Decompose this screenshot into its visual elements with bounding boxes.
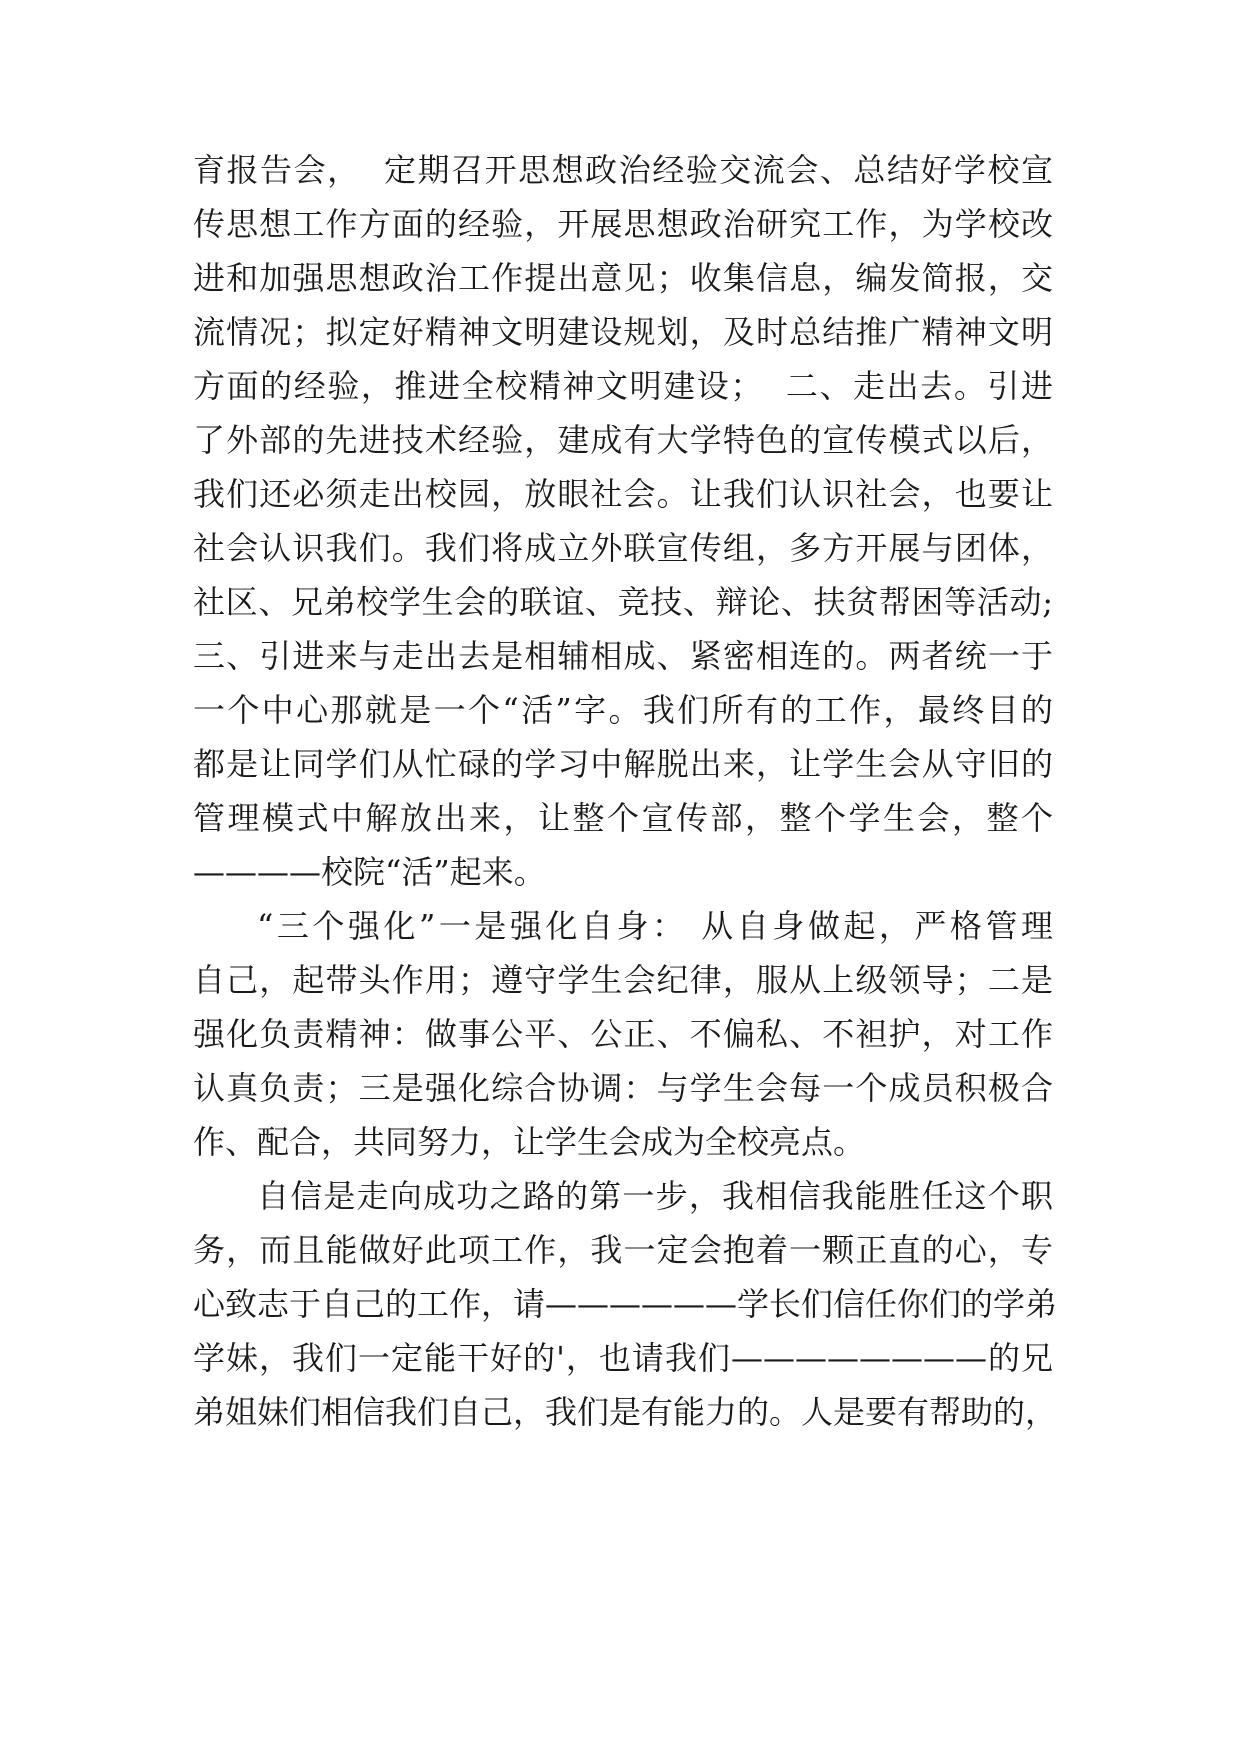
text-line: 弟姐妹们相信我们自己，我们是有能力的。人是要有帮助的，	[193, 1393, 1058, 1431]
text-line: 学妹，我们一定能干好的'，也请我们————————的兄	[193, 1339, 1053, 1377]
text-line: 务，而且能做好此项工作，我一定会抱着一颗正直的心，专	[193, 1231, 1053, 1269]
paragraph-first-line: 自信是走向成功之路的第一步，我相信我能胜任这个职	[257, 1177, 1053, 1215]
paragraph-first-line: “三个强化”一是强化自身： 从自身做起，严格管理	[257, 907, 1053, 945]
text-line: 传思想工作方面的经验，开展思想政治研究工作，为学校改	[193, 205, 1053, 243]
text-line: 作、配合，共同努力，让学生会成为全校亮点。	[193, 1123, 866, 1161]
text-line: 都是让同学们从忙碌的学习中解脱出来，让学生会从守旧的	[193, 745, 1053, 783]
text-line: ————校院“活”起来。	[193, 853, 546, 891]
text-line: 社区、兄弟校学生会的联谊、竞技、辩论、扶贫帮困等活动;	[193, 583, 1053, 621]
text-line: 育报告会， 定期召开思想政治经验交流会、总结好学校宣	[193, 151, 1053, 189]
text-line: 社会认识我们。我们将成立外联宣传组，多方开展与团体，	[193, 529, 1053, 567]
text-line: 我们还必须走出校园，放眼社会。让我们认识社会，也要让	[193, 475, 1053, 513]
text-line: 一个中心那就是一个“活”字。我们所有的工作，最终目的	[193, 691, 1053, 729]
text-line: 管理模式中解放出来，让整个宣传部，整个学生会，整个	[193, 799, 1053, 837]
text-line: 认真负责；三是强化综合协调：与学生会每一个成员积极合	[193, 1069, 1053, 1107]
text-line: 心致志于自己的工作，请——————学长们信任你们的学弟	[193, 1285, 1058, 1323]
text-line: 三、引进来与走出去是相辅相成、紧密相连的。两者统一于	[193, 637, 1053, 675]
text-line: 进和加强思想政治工作提出意见；收集信息，编发简报，交	[193, 259, 1053, 297]
text-line: 了外部的先进技术经验，建成有大学特色的宣传模式以后，	[193, 421, 1053, 459]
text-line: 方面的经验，推进全校精神文明建设； 二、走出去。引进	[193, 367, 1053, 405]
text-line: 强化负责精神：做事公平、公正、不偏私、不袒护，对工作	[193, 1015, 1053, 1053]
text-line: 流情况；拟定好精神文明建设规划，及时总结推广精神文明	[193, 313, 1053, 351]
text-line: 自己，起带头作用；遵守学生会纪律，服从上级领导；二是	[193, 961, 1053, 999]
